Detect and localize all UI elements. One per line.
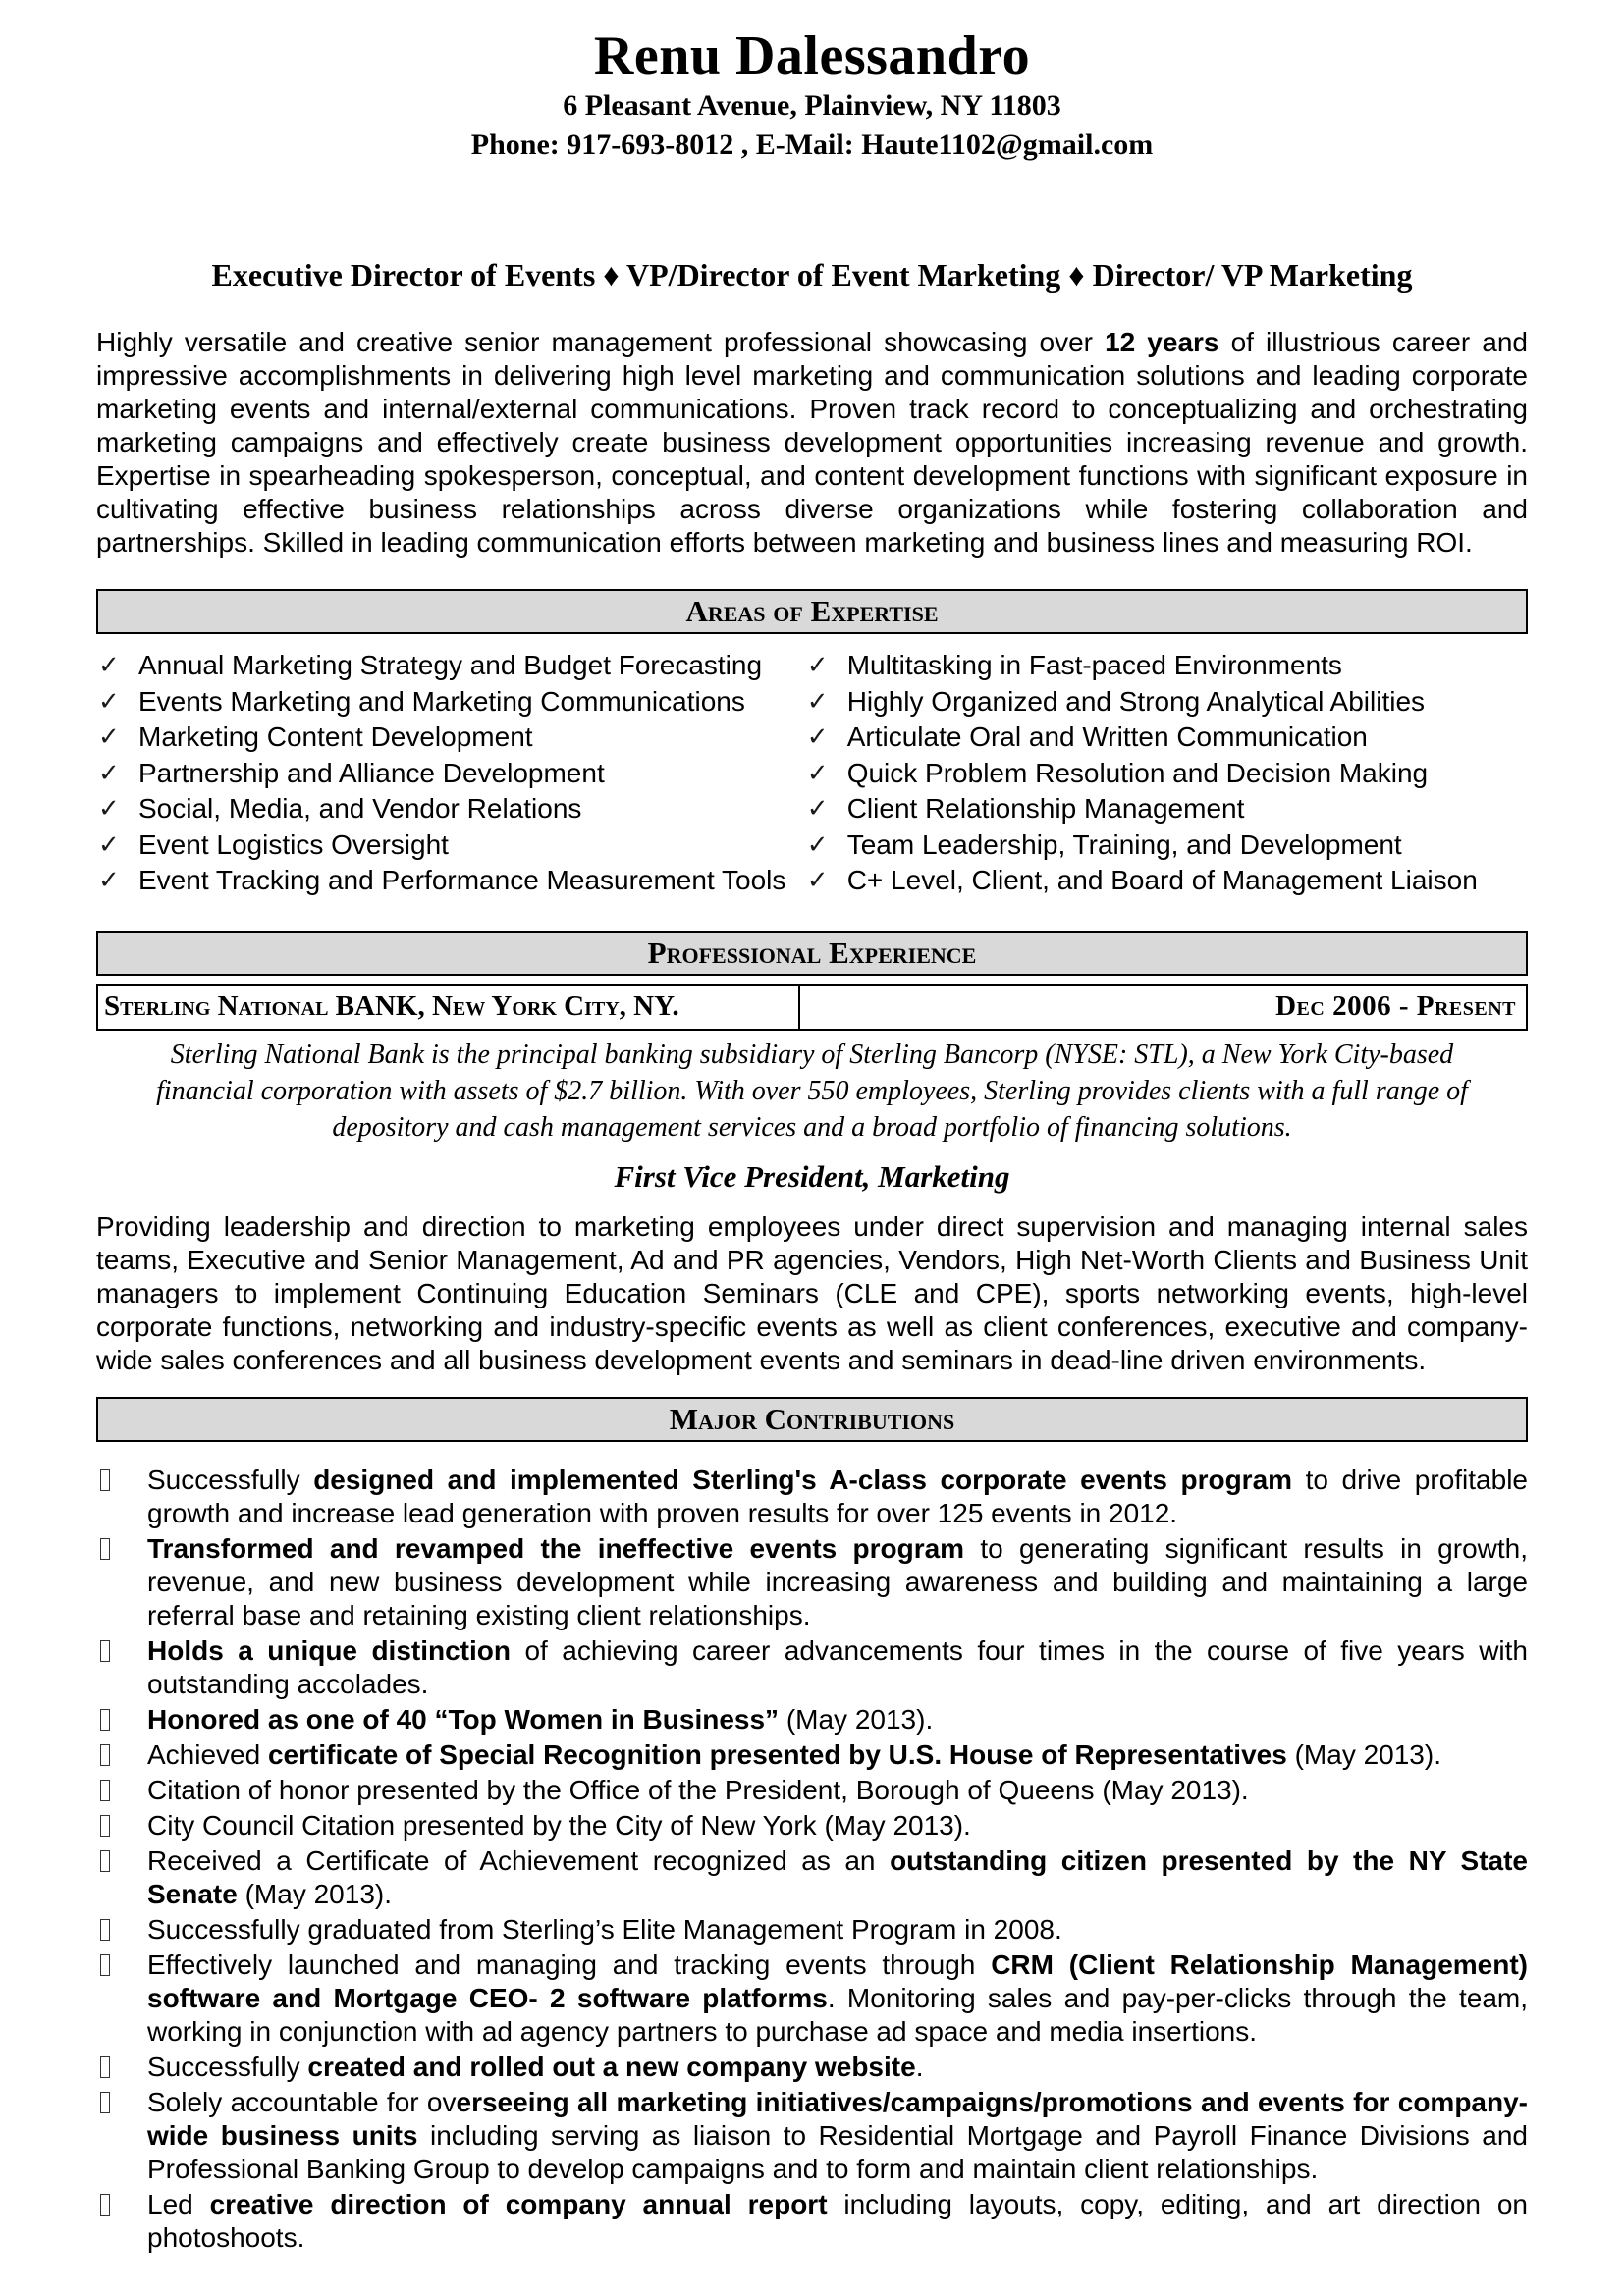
contributions-list: [96, 1464, 1528, 2255]
expertise-item-label: Event Logistics Oversight: [138, 828, 449, 860]
bullet-box-icon: [100, 2092, 110, 2113]
role-title: First Vice President, Marketing: [614, 1158, 1010, 1194]
expertise-item: [805, 791, 1528, 828]
contribution-item: [96, 1913, 1528, 1947]
expertise-item: [805, 828, 1528, 864]
checkmark-icon: ✓: [98, 829, 120, 860]
bullet-box-icon: [100, 1640, 110, 1662]
checkmark-icon: ✓: [806, 866, 829, 895]
expertise-item-label: Event Tracking and Performance Measurement Tools: [138, 865, 786, 895]
expertise-item: [805, 648, 1528, 684]
address-line: 6 Pleasant Avenue, Plainview, NY 11803: [563, 89, 1061, 122]
checkmark-icon: ✓: [98, 651, 120, 680]
expertise-item: [96, 720, 805, 756]
bullet-pre: Successfully: [147, 1464, 314, 1495]
expertise-columns: [96, 648, 1528, 899]
contribution-item: [96, 1634, 1528, 1701]
expertise-item: [805, 720, 1528, 756]
expertise-item: [96, 756, 805, 792]
expertise-item-label: Marketing Content Development: [138, 721, 533, 752]
bullet-pre: Led: [147, 2188, 210, 2219]
section-header-areas-of-expertise: Areas of Expertise: [96, 589, 1528, 634]
contribution-item: [96, 1703, 1528, 1736]
bullet-box-icon: [100, 1780, 110, 1801]
bullet-box-icon: [100, 1744, 110, 1766]
expertise-item-label: Quick Problem Resolution and Decision Making: [846, 757, 1429, 788]
bullet-bold: created and rolled out a new company website: [307, 2051, 916, 2082]
contribution-item: [96, 1809, 1528, 1842]
bullet-post: (May 2013).: [1286, 1738, 1441, 1770]
candidate-name: Renu Dalessandro: [593, 26, 1031, 86]
expertise-item: [96, 828, 805, 864]
bullet-bold: certificate of Special Recognition presented by U.S. House of Representatives: [267, 1738, 1287, 1770]
bullet-bold: Transformed and revamped the ineffective events program: [147, 1532, 965, 1564]
resume-header: [96, 26, 1528, 165]
checkmark-icon: ✓: [806, 651, 829, 680]
bullet-post: (May 2013).: [237, 1878, 392, 1909]
checkmark-icon: ✓: [806, 758, 829, 788]
summary-post: of illustrious career and impressive accomplishments in delivering high level marketing and communication solutions and leading corporate marketing events and internal/external communications. Proven track record to conceptualizing and orchestrating marketing campaigns and effectively create business development opportunities increasing revenue and growth. Expertise in spearheading spokesperson, conceptual, and content development functions with significant exposure in cultivating effective business relationships across diverse organizations while fostering collaboration and partnerships. Skilled in leading communication efforts between marketing and business lines and measuring ROI.: [96, 327, 1528, 558]
experience-row: [96, 984, 1528, 1031]
bullet-post: . Monitoring sales and pay-per-clicks through the team, working in conjunction with ad agency partners to purchase ad space and media insertions.: [147, 1982, 1529, 2047]
checkmark-icon: ✓: [806, 722, 829, 752]
expertise-item-label: Social, Media, and Vendor Relations: [138, 793, 582, 824]
bullet-box-icon: [100, 1850, 110, 1872]
bullet-box-icon: [100, 1954, 110, 1976]
expertise-item-label: Articulate Oral and Written Communication: [846, 721, 1368, 752]
bullet-pre: Solely accountable for ov: [147, 2086, 457, 2117]
expertise-column-right: [805, 648, 1528, 899]
expertise-item: [96, 648, 805, 684]
contribution-item: [96, 1738, 1528, 1772]
bullet-post: .: [915, 2051, 924, 2082]
role-summary-paragraph: Providing leadership and direction to marketing employees under direct supervision and managing internal sales teams, Executive and Senior Management, Ad and PR agencies, Vendors, High Net-Worth Clients and Business Unit managers to implement Continuing Education Seminars (CLE and CPE), sports networking events, high-level corporate functions, networking and industry-specific events as well as client conferences, executive and company-wide sales conferences and all business development events and seminars in dead-line driven environments.: [96, 1210, 1528, 1375]
employer-name: Sterling National BANK, New York City, NY.: [98, 986, 800, 1029]
bullet-bold: creative direction of company annual report: [209, 2188, 828, 2219]
bullet-box-icon: [100, 2194, 110, 2216]
summary-pre: Highly versatile and creative senior management professional showcasing over: [96, 327, 1106, 357]
bullet-bold: designed and implemented Sterling's A-class corporate events program: [313, 1464, 1293, 1495]
employment-dates: Dec 2006 - Present: [1275, 990, 1516, 1022]
bullet-box-icon: [100, 2056, 110, 2078]
contribution-item: [96, 2188, 1528, 2255]
expertise-item-label: Client Relationship Management: [846, 793, 1245, 824]
expertise-item-label: Multitasking in Fast-paced Environments: [846, 650, 1342, 680]
checkmark-icon: ✓: [806, 794, 829, 824]
expertise-item: [805, 756, 1528, 792]
bullet-bold: CRM (Client Relationship Management) software and Mortgage CEO- 2 software platforms: [147, 1949, 1528, 2013]
bullet-pre: Successfully: [147, 2051, 308, 2082]
contribution-item: [96, 1949, 1528, 2049]
expertise-item-label: Team Leadership, Training, and Development: [846, 828, 1402, 860]
contribution-item: [96, 1774, 1528, 1807]
expertise-column-left: [96, 648, 805, 899]
bullet-post: including layouts, copy, editing, and art direction on photoshoots.: [147, 2188, 1528, 2253]
contribution-item: [96, 2051, 1528, 2084]
checkmark-icon: ✓: [806, 686, 829, 717]
bullet-pre: City Council Citation presented by the City of New York (May 2013).: [147, 1809, 971, 1841]
expertise-item: [805, 863, 1528, 899]
contact-line: Phone: 917-693-8012 , E-Mail: Haute1102@gmail.com: [470, 129, 1154, 161]
headline-titles: Executive Director of Events ♦ VP/Director of Event Marketing ♦ Director/ VP Marketing: [211, 257, 1413, 293]
bullet-post: to generating significant results in growth, revenue, and new business development while increasing awareness and building and maintaining a large referral base and retaining existing client relationships.: [147, 1532, 1528, 1630]
bullet-bold: Honored as one of 40 “Top Women in Business”: [147, 1703, 780, 1735]
bullet-pre: Achieved: [147, 1738, 268, 1770]
expertise-item-label: C+ Level, Client, and Board of Management Liaison: [846, 865, 1478, 895]
checkmark-icon: ✓: [98, 866, 120, 895]
expertise-item-label: Annual Marketing Strategy and Budget Forecasting: [138, 650, 763, 680]
bullet-box-icon: [100, 1469, 110, 1491]
bullet-box-icon: [100, 1538, 110, 1560]
checkmark-icon: ✓: [806, 829, 829, 860]
bullet-pre: Effectively launched and managing and tracking events through: [147, 1949, 992, 1980]
bullet-pre: Citation of honor presented by the Office of the President, Borough of Queens (May 2013).: [147, 1774, 1249, 1805]
expertise-item-label: Partnership and Alliance Development: [138, 757, 605, 788]
checkmark-icon: ✓: [98, 686, 120, 717]
checkmark-icon: ✓: [98, 722, 120, 752]
contribution-item: [96, 2086, 1528, 2186]
bullet-bold: Holds a unique distinction: [147, 1634, 511, 1666]
bullet-post: (May 2013).: [779, 1703, 934, 1735]
company-description: Sterling National Bank is the principal banking subsidiary of Sterling Bancorp (NYSE: STL), a New York City-based financial corporation with assets of $2.7 billion. With over 550 employees, Sterling provides clients with a full range of depository and cash management services and a broad portfolio of financing solutions.: [156, 1039, 1468, 1143]
summary-bold: 12 years: [1105, 327, 1219, 357]
bullet-pre: Successfully graduated from Sterling’s Elite Management Program in 2008.: [147, 1913, 1062, 1945]
bullet-box-icon: [100, 1709, 110, 1731]
checkmark-icon: ✓: [98, 758, 120, 788]
expertise-item-label: Highly Organized and Strong Analytical Abilities: [846, 685, 1426, 717]
bullet-bold: erseeing all marketing initiatives/campaigns/promotions and events for company-wide business units: [147, 2086, 1529, 2151]
checkmark-icon: ✓: [98, 794, 120, 824]
bullet-post: of achieving career advancements four times in the course of five years with outstanding accolades.: [147, 1634, 1528, 1699]
bullet-box-icon: [100, 1919, 110, 1941]
contribution-item: [96, 1532, 1528, 1632]
bullet-pre: Received a Certificate of Achievement recognized as an: [147, 1844, 891, 1876]
section-header-major-contributions: Major Contributions: [96, 1397, 1528, 1442]
bullet-bold: outstanding citizen presented by the NY State Senate: [147, 1844, 1528, 1909]
section-header-professional-experience: Professional Experience: [96, 931, 1528, 976]
expertise-item: [96, 863, 805, 899]
expertise-item-label: Events Marketing and Marketing Communications: [138, 685, 745, 717]
expertise-item: [96, 791, 805, 828]
expertise-item: [96, 684, 805, 721]
expertise-item: [805, 684, 1528, 721]
bullet-post: to drive profitable growth and increase lead generation with proven results for over 125 events in 2012.: [147, 1464, 1528, 1528]
contribution-item: [96, 1844, 1528, 1911]
contribution-item: [96, 1464, 1528, 1530]
bullet-post: including serving as liaison to Residential Mortgage and Payroll Finance Divisions and Professional Banking Group to develop campaigns and to form and maintain client relationships.: [147, 2119, 1528, 2184]
summary-paragraph: [96, 326, 1528, 560]
bullet-box-icon: [100, 1815, 110, 1837]
